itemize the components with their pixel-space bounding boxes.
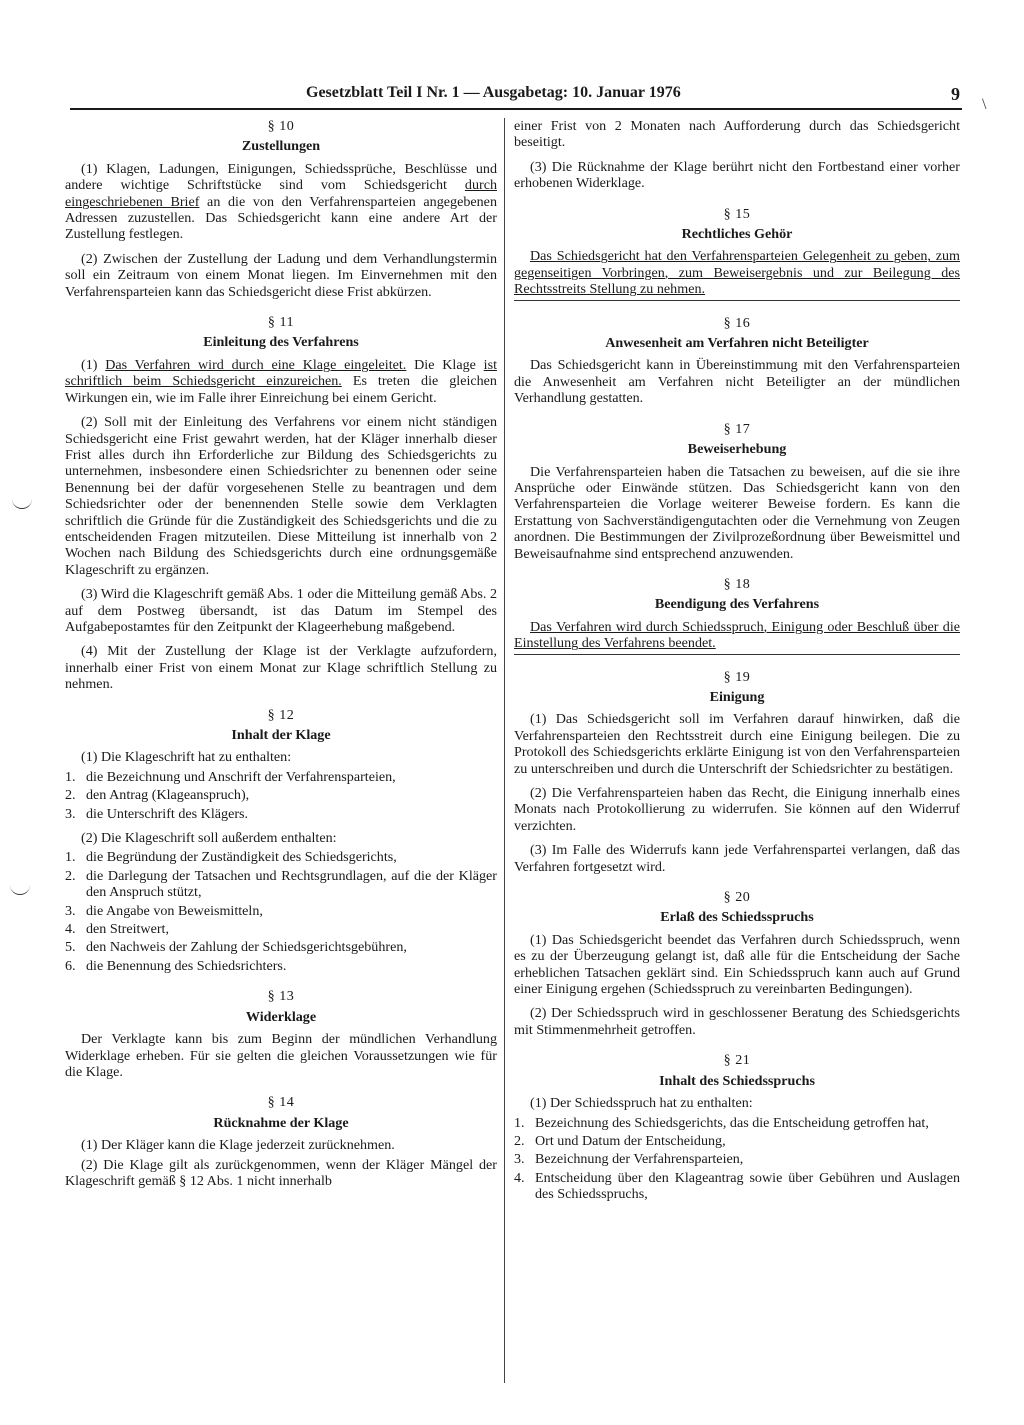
paragraph: (3) Im Falle des Widerrufs kann jede Verfahrenspartei verlangen, daß das Verfahren fortgesetzt wird. <box>514 842 960 875</box>
left-column <box>65 118 497 1189</box>
section-number: § 13 <box>267 988 295 1005</box>
list-number: 1. <box>514 1114 525 1131</box>
list-item <box>65 939 497 955</box>
margin-mark <box>12 498 32 509</box>
section-11 <box>65 314 497 693</box>
list-text: die Darlegung der Tatsachen und Rechtsgrundlagen, auf die der Kläger den Anspruch stützt, <box>86 867 497 901</box>
paragraph <box>65 161 497 243</box>
section-title: Rechtliches Gehör <box>681 226 793 243</box>
column-divider <box>504 118 505 1383</box>
list-item <box>65 806 497 822</box>
section-number: § 11 <box>267 314 295 331</box>
section-title: Einleitung des Verfahrens <box>203 334 359 351</box>
section-number: § 20 <box>723 889 751 906</box>
paragraph: (2) Die Verfahrensparteien haben das Recht, die Einigung innerhalb eines Monats nach Protokollierung zu widerrufen. Sie können auf den Widerruf verzichten. <box>514 785 960 834</box>
section-title: Beweiserhebung <box>687 441 787 458</box>
underlined-text: durch eingeschriebenen Brief <box>65 177 497 210</box>
section-title: Widerklage <box>245 1008 317 1025</box>
section-12 <box>65 707 497 975</box>
list-text: den Streitwert, <box>86 921 169 938</box>
paragraph: (2) Soll mit der Einleitung des Verfahrens vor einem nicht ständigen Schiedsgericht eine Frist gewahrt werden, hat der Kläger innerhalb dieser Frist alles durch ihn Erforderliche zur Bildung des Schiedsgerichts zu unternehmen, insbesondere einen Schiedsrichter zu benennen oder seine Benennung bei der dafür vorgesehenen Stelle zu beantragen und dem Schiedsrichter oder der benennenden Stelle sowie dem Verklagten schriftlich die Gründe für die Zuständigkeit des Schiedsgerichts und die zu entscheidenden Fragen mitzuteilen. Diese Mitteilung ist innerhalb von 2 Wochen nach Bildung des Schiedsgerichts durch eine ordnungsgemäße Klageschrift zu ergänzen. <box>65 414 497 578</box>
section-title: Inhalt des Schiedsspruchs <box>659 1072 815 1089</box>
paragraph: (1) Das Schiedsgericht soll im Verfahren darauf hinwirken, daß die Verfahrensparteien den Rechtsstreit durch eine Einigung beilegen. Die zu Protokoll des Schiedsgerichts erklärte Einigung ist von den Verfahrensparteien zu unterschreiben und durch die Unterschrift der Schiedsrichter zu bestätigen. <box>514 711 960 777</box>
list-number: 1. <box>65 768 76 785</box>
section-13 <box>65 988 497 1080</box>
list-item <box>65 868 497 901</box>
section-19 <box>514 669 960 875</box>
paragraph: (1) Die Klageschrift hat zu enthalten: <box>81 749 292 766</box>
list-item <box>65 849 497 865</box>
section-14 <box>65 1094 497 1189</box>
list-award-contents <box>514 1115 960 1203</box>
paragraph: (3) Die Rücknahme der Klage berührt nicht den Fortbestand einer vorher erhobenen Widerklage. <box>514 158 960 192</box>
list-required <box>65 769 497 822</box>
section-number: § 17 <box>723 420 751 437</box>
list-text: die Angabe von Beweismitteln, <box>86 902 263 919</box>
text-run: Es treten die gleichen Wirkungen ein, wie im Falle ihrer Einreichung bei einem Gericht. <box>65 373 497 406</box>
section-number: § 19 <box>723 668 751 685</box>
section-title: Einigung <box>709 688 765 705</box>
section-18 <box>514 576 960 655</box>
text-run: (1) Klagen, Ladungen, Einigungen, Schiedssprüche, Beschlüsse und andere wichtige Schriftstücke sind vom Schiedsgericht <box>65 160 497 194</box>
text-run: Die Klage <box>406 356 484 373</box>
section-title: Beendigung des Verfahrens <box>654 596 820 613</box>
list-item <box>65 787 497 803</box>
list-text: Ort und Datum der Entscheidung, <box>535 1132 726 1149</box>
list-text: die Unterschrift des Klägers. <box>86 805 249 822</box>
list-text: den Antrag (Klageanspruch), <box>86 787 250 804</box>
paragraph: (1) Der Schiedsspruch hat zu enthalten: <box>530 1095 753 1112</box>
section-title: Erlaß des Schiedsspruchs <box>660 909 814 926</box>
paragraph: (1) Der Kläger kann die Klage jederzeit zurücknehmen. <box>81 1137 395 1154</box>
paragraph: Das Schiedsgericht kann in Übereinstimmung mit den Verfahrensparteien die Anwesenheit am Verfahren nicht Beteiligter an der mündlichen Verhandlung gestatten. <box>514 357 960 407</box>
margin-tick: \ <box>982 96 987 113</box>
paragraph: (2) Zwischen der Zustellung der Ladung und dem Verhandlungstermin soll ein Zeitraum von einem Monat liegen. Im Einvernehmen mit den Verfahrensparteien kann das Schiedsgericht diese Frist abkürzen. <box>65 250 497 300</box>
section-number: § 10 <box>267 118 295 134</box>
paragraph: (4) Mit der Zustellung der Klage ist der Verklagte aufzufordern, innerhalb einer Frist von einem Monat zur Klage schriftlich Stellung zu nehmen. <box>65 643 497 693</box>
section-15 <box>514 206 960 301</box>
list-number: 3. <box>65 902 76 919</box>
underlined-paragraph: Das Schiedsgericht hat den Verfahrensparteien Gelegenheit zu geben, zum gegenseitigen Vorbringen, zum Beweisergebnis und zur Beilegung des Rechtsstreits Stellung zu nehmen. <box>514 248 960 300</box>
paragraph: (1) Das Schiedsgericht beendet das Verfahren durch Schiedsspruch, wenn es zu der Überzeugung gelangt ist, daß alle für die Entscheidung der Sache erheblichen Tatsachen geklärt sind. Ein Schiedsspruch kann auch auf Grund einer Einigung ergehen (Schiedsspruch zu vereinbarten Bedingungen). <box>514 931 960 998</box>
right-column <box>514 118 960 1211</box>
list-text: Entscheidung über den Klageantrag sowie über Gebühren und Auslagen des Schiedsspruchs, <box>535 1169 960 1203</box>
list-item <box>514 1151 960 1167</box>
list-text: Bezeichnung des Schiedsgerichts, das die Entscheidung getroffen hat, <box>535 1114 929 1131</box>
list-optional <box>65 849 497 974</box>
list-number: 4. <box>514 1169 525 1186</box>
list-number: 6. <box>65 957 76 974</box>
text-run: (1) <box>81 356 106 373</box>
paragraph <box>65 357 497 406</box>
list-item <box>65 921 497 937</box>
section-number: § 21 <box>723 1052 751 1069</box>
section-21 <box>514 1052 960 1202</box>
section-number: § 16 <box>723 314 751 331</box>
section-title: Rücknahme der Klage <box>213 1114 349 1131</box>
list-text: die Benennung des Schiedsrichters. <box>86 957 287 974</box>
list-text: die Bezeichnung und Anschrift der Verfahrensparteien, <box>86 768 396 785</box>
page-header <box>70 84 960 108</box>
paragraph: Die Verfahrensparteien haben die Tatsachen zu beweisen, auf die sie ihre Ansprüche oder Einwände stützen. Das Schiedsgericht kann von den Verfahrensparteien die Vorlage weiterer Beweise fordern. Es kann die Erstattung von Sachverständigengutachten oder die Vernehmung von Zeugen anordnen. Die Bestimmungen der Zivilprozeßordnung über Beweismittel und Beweisaufnahme sind entsprechend anzuwenden. <box>514 463 960 562</box>
paragraph: (2) Der Schiedsspruch wird in geschlossener Beratung des Schiedsgerichts mit Stimmenmehrheit getroffen. <box>514 1005 960 1038</box>
section-title: Zustellungen <box>241 138 321 155</box>
underlined-text: Das Verfahren wird durch eine Klage eingeleitet. <box>105 356 407 373</box>
list-text: Bezeichnung der Verfahrensparteien, <box>535 1151 744 1168</box>
list-item <box>65 903 497 919</box>
underlined-paragraph: Das Verfahren wird durch Schiedsspruch, Einigung oder Beschluß über die Einstellung des Verfahrens beendet. <box>514 619 960 655</box>
page-number: 9 <box>951 84 960 104</box>
list-number: 5. <box>65 939 76 956</box>
paragraph: Der Verklagte kann bis zum Beginn der mündlichen Verhandlung Widerklage erheben. Für sie gelten die gleichen Voraussetzungen wie für die Klage. <box>65 1031 497 1080</box>
list-number: 2. <box>65 787 76 804</box>
paragraph: (2) Die Klage gilt als zurückgenommen, wenn der Kläger Mängel der Klageschrift gemäß § 12 Abs. 1 nicht innerhalb <box>65 1156 497 1189</box>
paragraph: (3) Wird die Klageschrift gemäß Abs. 1 oder die Mitteilung gemäß Abs. 2 auf dem Postweg übersandt, ist das Datum im Stempel des Aufgabepostamtes für den Zeitpunkt der Klageerhebung maßgebend. <box>65 586 497 635</box>
section-number: § 14 <box>267 1094 295 1111</box>
list-number: 2. <box>65 867 76 884</box>
list-text: die Begründung der Zuständigkeit des Schiedsgerichts, <box>86 849 397 866</box>
list-text: den Nachweis der Zahlung der Schiedsgerichtsgebühren, <box>86 939 407 956</box>
list-item <box>65 769 497 785</box>
paragraph: (2) Die Klageschrift soll außerdem enthalten: <box>81 830 337 847</box>
list-number: 2. <box>514 1132 525 1149</box>
list-item <box>514 1133 960 1149</box>
list-number: 3. <box>65 805 76 822</box>
paragraph: einer Frist von 2 Monaten nach Aufforderung durch das Schiedsgericht beseitigt. <box>514 118 960 151</box>
margin-mark <box>10 884 30 895</box>
section-16 <box>514 315 960 407</box>
underlined-text: ist schriftlich beim Schiedsgericht einzureichen. <box>65 356 497 390</box>
text-run: an die von den Verfahrensparteien angegebenen Adressen zuzustellen. Das Schiedsgericht kann eine andere Art der Zustellung festlegen. <box>65 193 497 243</box>
gazette-title: Gesetzblatt Teil I Nr. 1 — Ausgabetag: 10. Januar 1976 <box>306 84 681 101</box>
section-number: § 15 <box>723 205 751 222</box>
list-number: 1. <box>65 849 76 866</box>
list-item <box>65 958 497 974</box>
section-title: Anwesenheit am Verfahren nicht Beteiligter <box>605 335 869 352</box>
section-20 <box>514 889 960 1038</box>
section-title: Inhalt der Klage <box>231 727 331 743</box>
section-number: § 12 <box>267 706 295 723</box>
header-rule <box>70 108 962 110</box>
section-17 <box>514 421 960 562</box>
section-14-continued <box>514 118 960 192</box>
list-number: 4. <box>65 921 76 938</box>
section-number: § 18 <box>723 575 751 592</box>
list-item <box>514 1170 960 1203</box>
list-item <box>514 1115 960 1131</box>
list-number: 3. <box>514 1151 525 1168</box>
section-10 <box>65 118 497 300</box>
